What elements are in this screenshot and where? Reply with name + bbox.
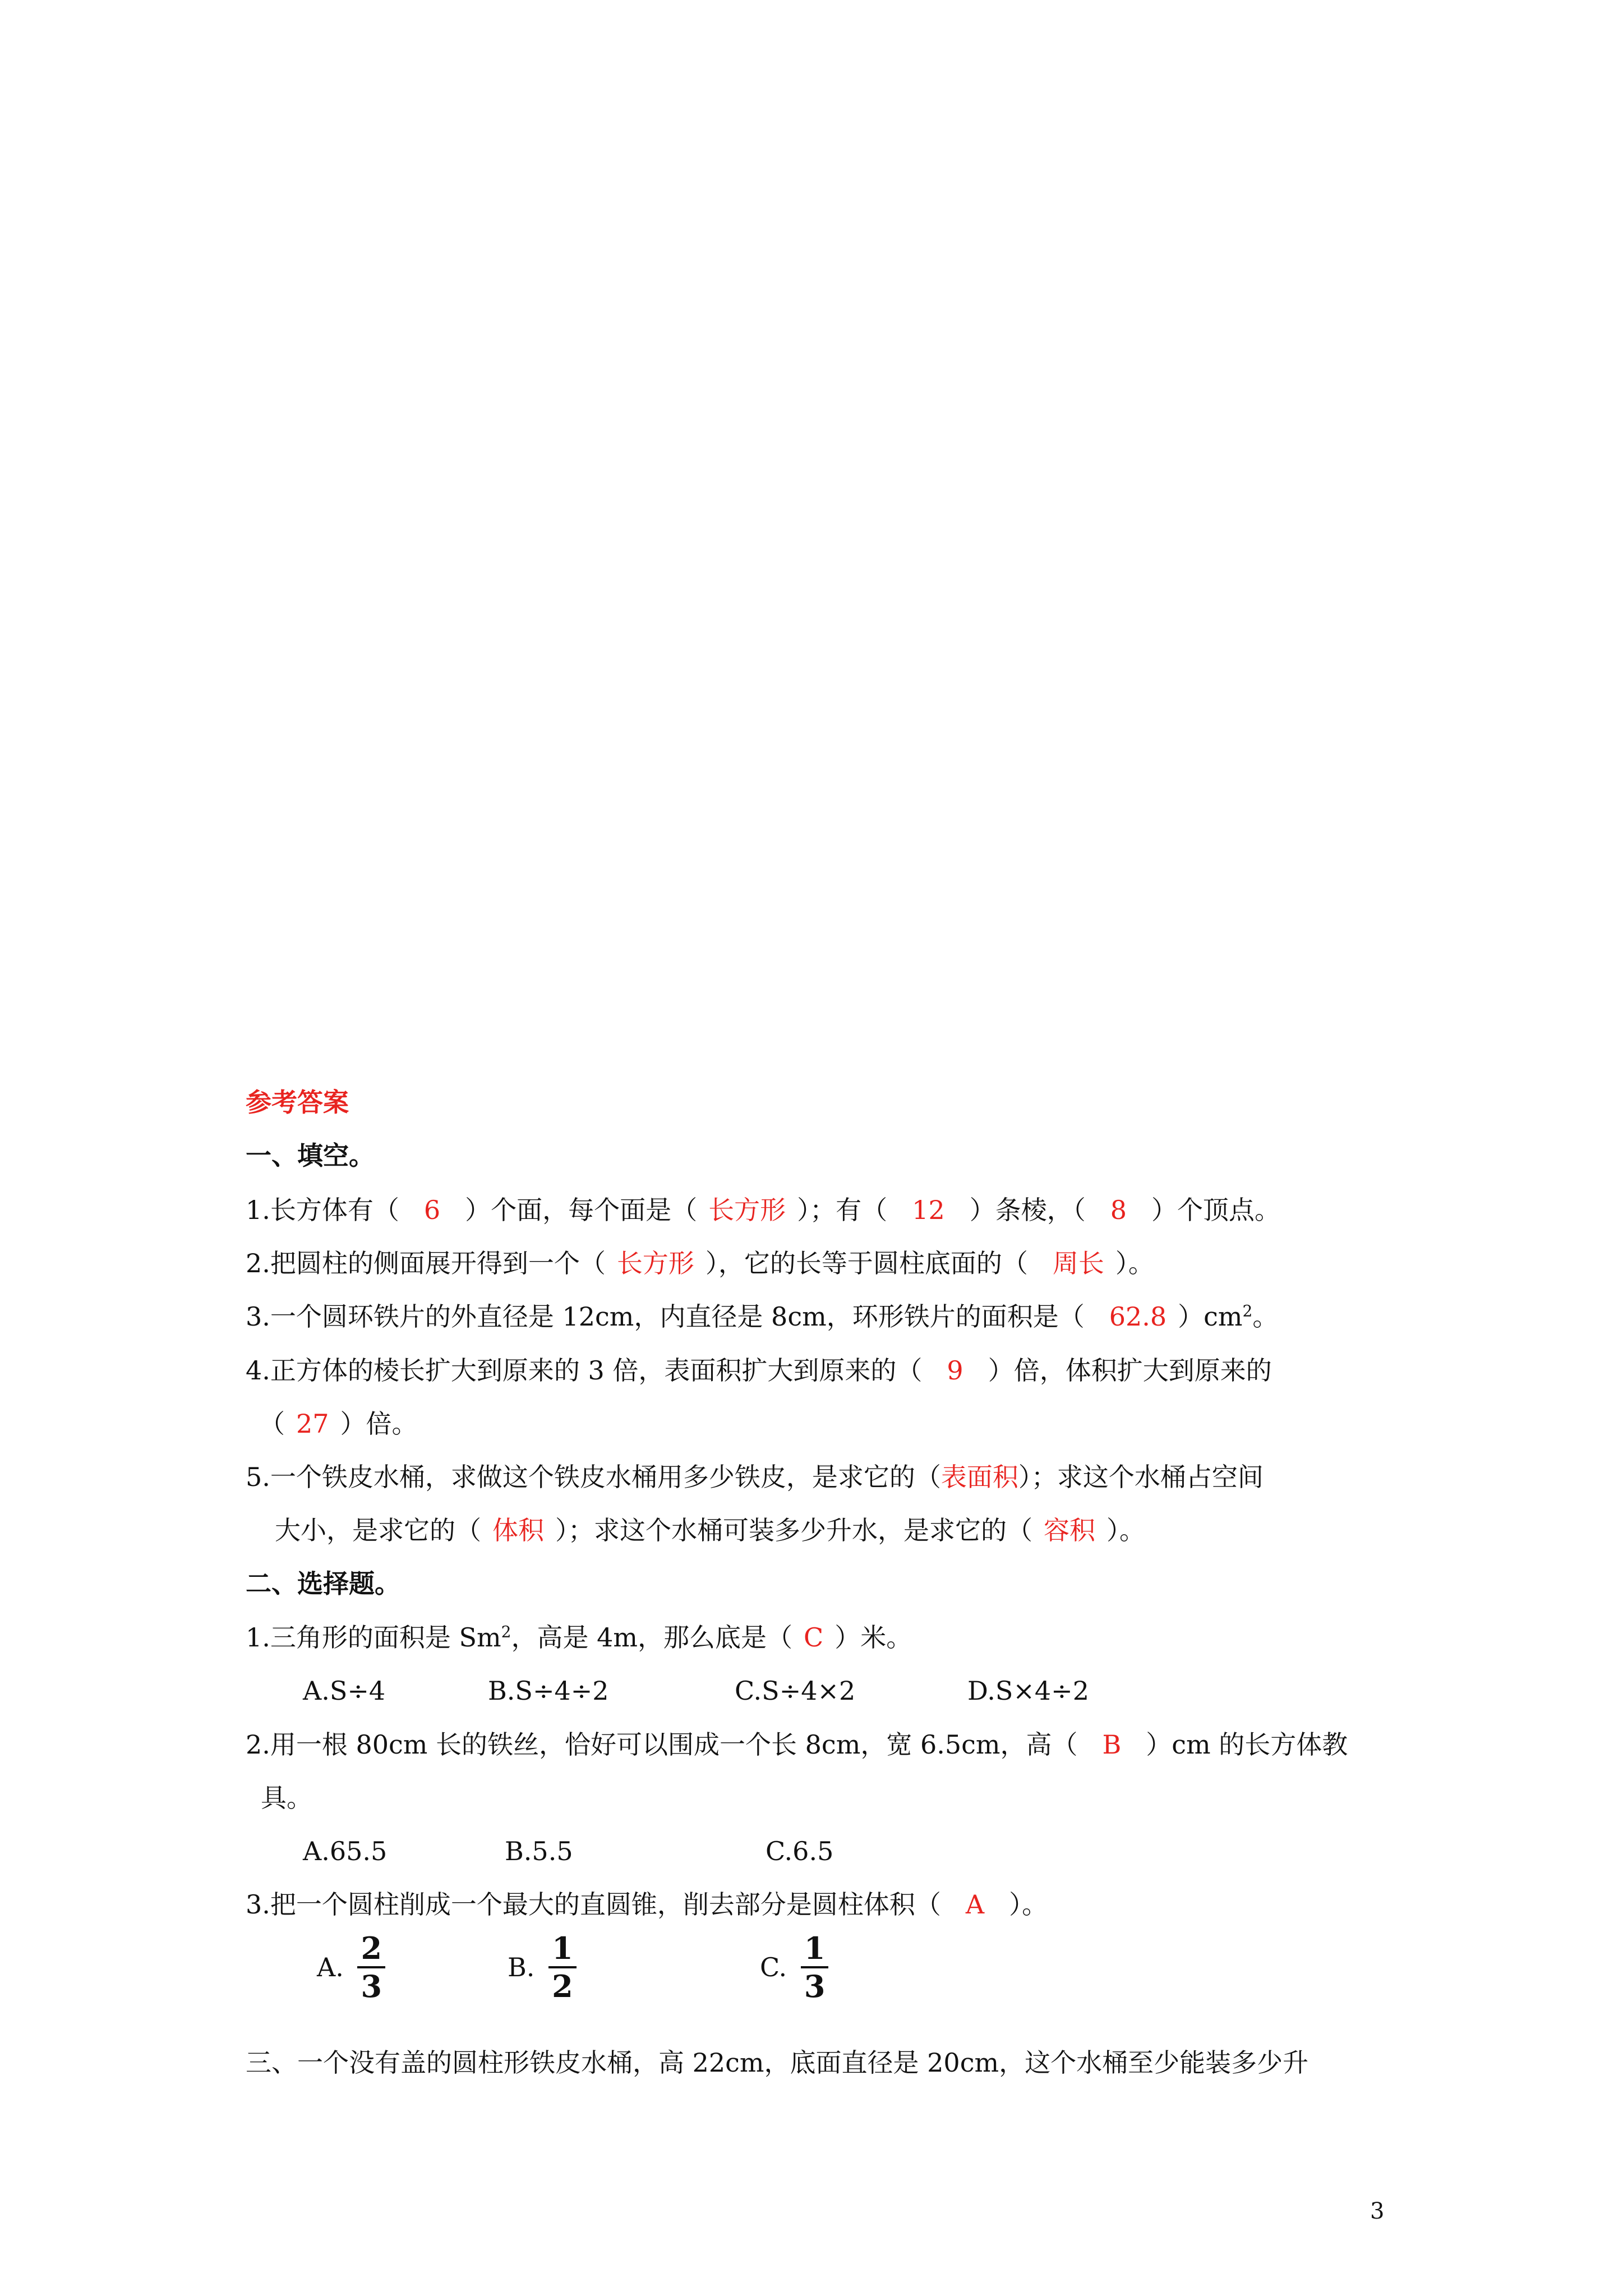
answer: A [965, 1889, 985, 1920]
text: ）。 [1106, 1515, 1145, 1545]
option-c: C.6.5 [766, 1836, 834, 1866]
fraction-option-b [508, 1932, 577, 2002]
question-2-3 [246, 1888, 1048, 1921]
text: ）。 [1009, 1889, 1048, 1920]
denominator: 2 [552, 1968, 573, 2004]
answer: C [804, 1622, 824, 1653]
answer: 长方形 [708, 1195, 786, 1225]
option-b: B.S÷4÷2 [488, 1676, 609, 1706]
text: ）倍，体积扩大到原来的 [988, 1355, 1272, 1386]
text: ）；求这个水桶可装多少升水，是求它的（ [555, 1515, 1032, 1545]
text: ）倍。 [340, 1409, 418, 1439]
text: 大小，是求它的（ [275, 1515, 481, 1545]
numerator: 1 [552, 1930, 573, 1966]
answer: 27 [296, 1409, 329, 1439]
fraction [548, 1932, 577, 2002]
text: ），它的长等于圆柱底面的（ [705, 1248, 1028, 1278]
fraction-option-c [760, 1932, 828, 2002]
text: ）条棱，（ [969, 1195, 1086, 1225]
text: 。 [1252, 1301, 1279, 1332]
option-label: C. [760, 1952, 787, 1982]
denominator: 3 [361, 1968, 382, 2004]
text: 5.一个铁皮水桶，求做这个铁皮水桶用多少铁皮，是求它的（ [246, 1462, 941, 1492]
section-2-heading: 二、选择题。 [246, 1568, 400, 1599]
text: （ [259, 1409, 285, 1439]
superscript: 2 [1242, 1301, 1253, 1320]
answer: 62.8 [1109, 1301, 1167, 1332]
text: ，高是 4m，那么底是（ [511, 1622, 792, 1653]
numerator: 2 [361, 1930, 382, 1966]
question-1-1 [246, 1193, 1280, 1227]
question-2-2 [246, 1728, 1348, 1761]
text: ）；有（ [797, 1195, 888, 1225]
answer: 表面积 [940, 1462, 1018, 1492]
superscript: 2 [501, 1622, 511, 1641]
text: ）cm [1178, 1301, 1243, 1332]
answer-key-title: 参考答案 [246, 1087, 349, 1117]
fraction-option-a [317, 1932, 385, 2002]
answer: 容积 [1044, 1515, 1095, 1545]
answer: 体积 [492, 1515, 544, 1545]
text: ）个顶点。 [1151, 1195, 1280, 1225]
question-1-5-cont [275, 1513, 1145, 1547]
option-a: A.65.5 [303, 1836, 388, 1866]
text: 2.把圆柱的侧面展开得到一个（ [246, 1248, 606, 1278]
text: 3.把一个圆柱削成一个最大的直圆锥，削去部分是圆柱体积（ [246, 1889, 941, 1920]
option-label: A. [317, 1952, 344, 1982]
option-b: B.5.5 [505, 1836, 573, 1866]
text: 1.三角形的面积是 Sm [246, 1622, 501, 1653]
question-2-2-cont: 具。 [261, 1783, 312, 1813]
text: ）个面，每个面是（ [465, 1195, 698, 1225]
option-label: B. [508, 1952, 535, 1982]
text: ）；求这个水桶占空间 [1018, 1462, 1264, 1492]
text: ）米。 [834, 1622, 912, 1653]
section-3-question: 三、一个没有盖的圆柱形铁皮水桶，高 22cm，底面直径是 20cm，这个水桶至少能装多少升 [246, 2047, 1309, 2078]
answer: 8 [1110, 1195, 1127, 1225]
text: 2.用一根 80cm 长的铁丝，恰好可以围成一个长 8cm，宽 6.5cm，高（ [246, 1729, 1078, 1760]
question-1-4 [246, 1354, 1272, 1387]
question-2-1 [246, 1621, 912, 1654]
text: ）。 [1115, 1248, 1154, 1278]
option-d: D.S×4÷2 [967, 1676, 1089, 1706]
answer: 6 [423, 1195, 441, 1225]
question-1-3 [246, 1300, 1278, 1333]
answer: 9 [947, 1355, 963, 1386]
answer: 长方形 [616, 1248, 694, 1278]
answer: 周长 [1052, 1248, 1104, 1278]
text: 4.正方体的棱长扩大到原来的 3 倍，表面积扩大到原来的（ [246, 1355, 923, 1386]
numerator: 1 [804, 1930, 826, 1966]
denominator: 3 [804, 1968, 826, 2004]
text: 3.一个圆环铁片的外直径是 12cm，内直径是 8cm，环形铁片的面积是（ [246, 1301, 1085, 1332]
section-1-heading: 一、填空。 [246, 1140, 375, 1171]
question-1-5 [246, 1460, 1264, 1494]
question-1-2 [246, 1246, 1154, 1280]
answer: 12 [912, 1195, 945, 1225]
question-1-4-cont [259, 1407, 418, 1441]
option-c: C.S÷4×2 [735, 1676, 856, 1706]
text: 1.长方体有（ [246, 1195, 399, 1225]
fraction [801, 1932, 829, 2002]
option-a: A.S÷4 [303, 1676, 386, 1706]
answer: B [1102, 1729, 1122, 1760]
fraction [357, 1932, 385, 2002]
page-number: 3 [1370, 2198, 1385, 2224]
text: ）cm 的长方体教 [1146, 1729, 1348, 1760]
